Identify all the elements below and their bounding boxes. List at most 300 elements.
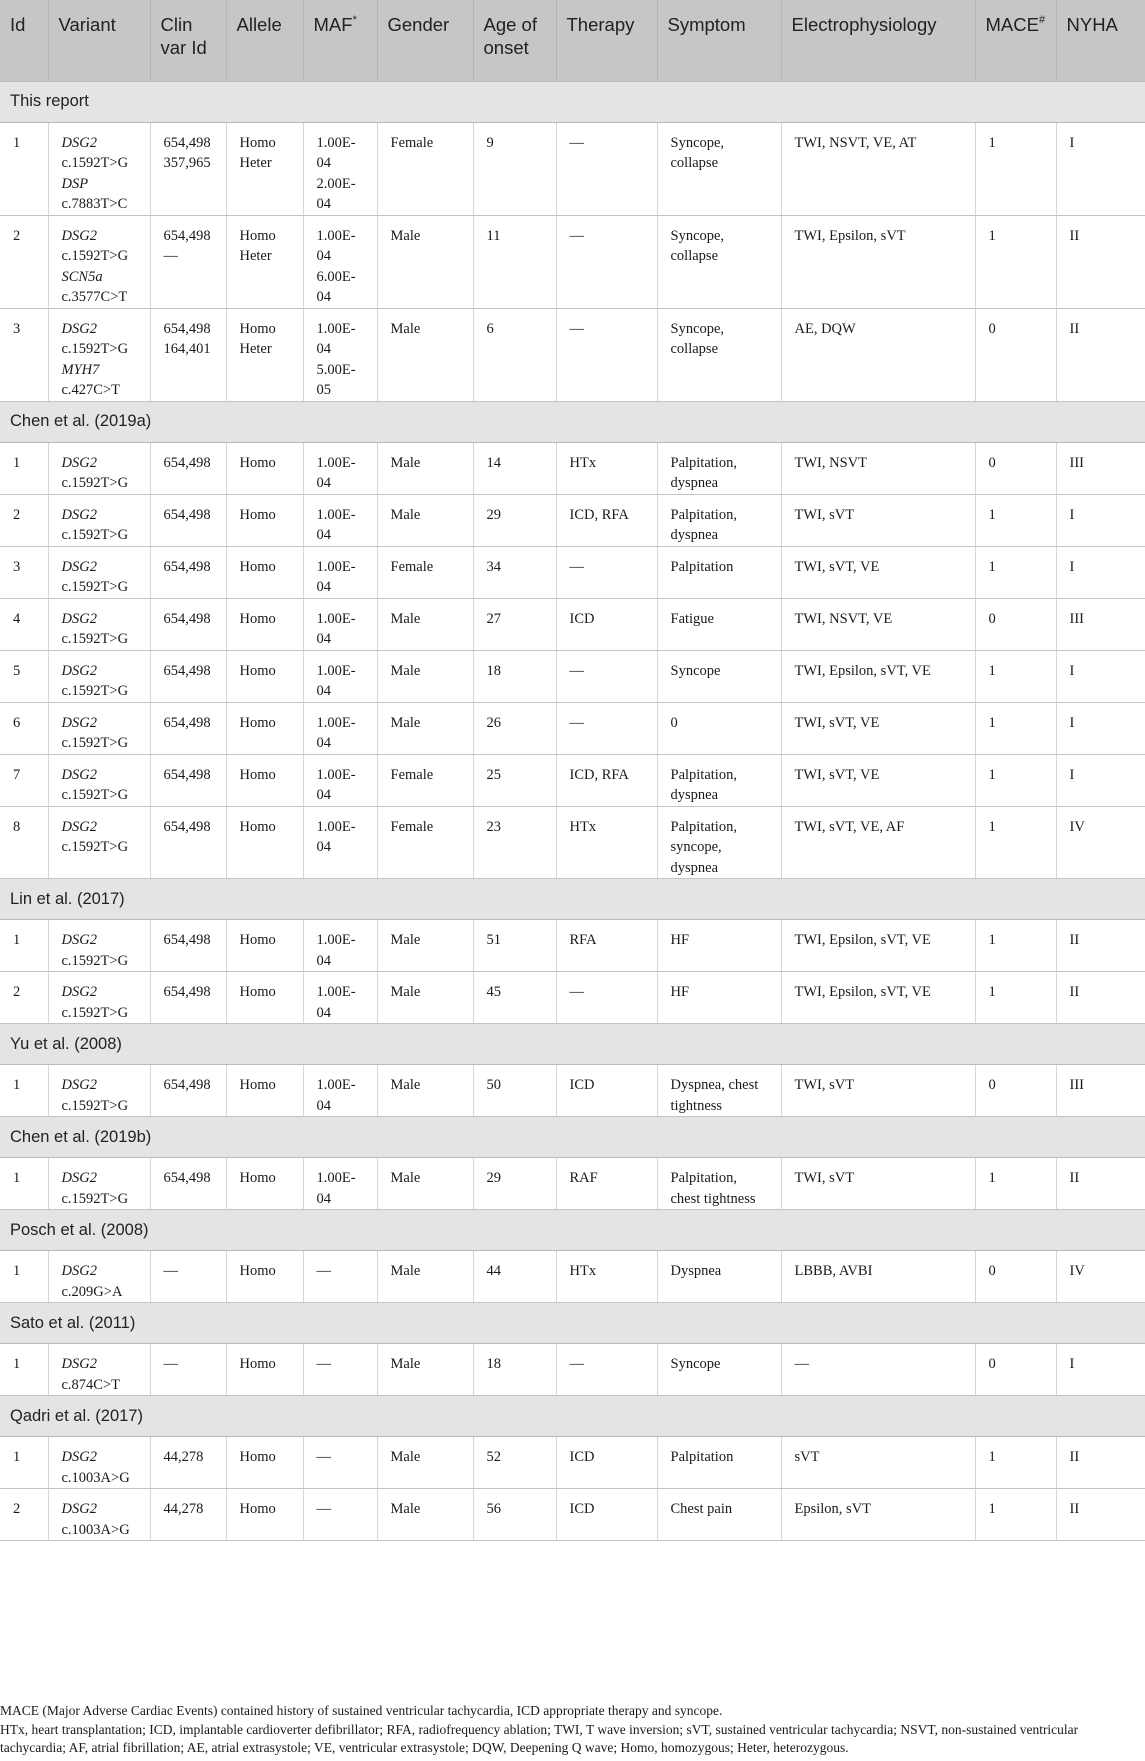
cell-age-of-onset: 26: [473, 702, 556, 754]
column-header-maf: [303, 0, 377, 81]
cell-therapy: ICD: [556, 1065, 657, 1117]
group-row: [0, 1396, 1145, 1437]
cell-maf-line: 2.00E-: [316, 175, 356, 192]
group-title: Posch et al. (2008): [0, 1210, 1145, 1251]
cell-age-of-onset: 6: [473, 308, 556, 401]
variant-change: c.1592T>G: [61, 1097, 129, 1114]
cell-clinvar-id-line: 654,498: [163, 506, 211, 523]
cell-clinvar-id: [150, 1344, 226, 1396]
cell-symptom: [657, 308, 781, 401]
cell-maf-line: 04: [316, 527, 331, 543]
cell-nyha: III: [1056, 598, 1145, 650]
cell-nyha: I: [1056, 702, 1145, 754]
cell-age-of-onset: 29: [473, 494, 556, 546]
cell-id: 2: [0, 972, 48, 1024]
variant-change: c.1592T>G: [61, 475, 129, 491]
cell-maf-line: 04: [316, 475, 331, 491]
footnote-abbreviations: HTx, heart transplantation; ICD, implantable cardioverter defibrillator; RFA, radiofrequency ablation; TWI, T wave inversion; sVT, sustained ventricular tachycardia; NSVT, non-sustained ventricular tachycardia; AF, atrial fibrillation; AE, atrial extrasystole; VE, ventricular extrasystole; DQW, Deepening Q wave; Homo, homozygous; Heter, heterozygous.: [0, 1721, 1079, 1755]
cell-symptom-line: Palpitation: [670, 558, 734, 575]
variant-gene: DSG2: [61, 932, 97, 948]
cell-clinvar-id: [150, 494, 226, 546]
cell-maf: [303, 806, 377, 879]
cell-allele-line: Homo: [239, 320, 276, 337]
cell-maf-line: —: [316, 1356, 331, 1372]
cell-maf: [303, 1489, 377, 1541]
variant-change: c.1592T>G: [61, 1190, 129, 1207]
cell-therapy: RAF: [556, 1158, 657, 1210]
cell-clinvar-id-line: 654,498: [163, 454, 211, 471]
cell-clinvar-id: [150, 1065, 226, 1117]
variant-gene: DSG2: [61, 662, 97, 679]
cell-maf: [303, 308, 377, 401]
cell-clinvar-id: [150, 215, 226, 308]
table-row: [0, 972, 1145, 1024]
variant-change: c.874C>T: [61, 1376, 121, 1393]
cell-allele: [226, 1437, 303, 1489]
cell-maf-line: 1.00E-: [316, 558, 356, 575]
column-header-label: Therapy: [566, 14, 635, 35]
cell-maf-line: —: [316, 1449, 331, 1465]
cell-therapy: RFA: [556, 920, 657, 972]
column-header-electrophysiology: [781, 0, 975, 81]
cell-clinvar-id: [150, 308, 226, 401]
cell-allele: [226, 494, 303, 546]
cell-gender: Male: [377, 598, 473, 650]
cell-maf-line: 04: [316, 196, 331, 212]
variant-change: c.1592T>G: [61, 952, 129, 969]
cell-maf-line: 1.00E-: [316, 1077, 356, 1093]
variant-gene: DSG2: [61, 320, 97, 337]
cell-allele-line: Homo: [239, 1449, 276, 1465]
cell-age-of-onset: 51: [473, 920, 556, 972]
cell-id: 2: [0, 1489, 48, 1541]
cell-symptom-line: collapse: [670, 155, 719, 171]
cell-electrophysiology: TWI, Epsilon, sVT, VE: [781, 972, 975, 1024]
cell-maf-line: 04: [316, 1004, 331, 1021]
cell-maf: [303, 215, 377, 308]
variant-change: c.427C>T: [61, 382, 121, 398]
cell-variant: [48, 702, 150, 754]
table-row: [0, 1065, 1145, 1117]
cell-maf: [303, 920, 377, 972]
cell-maf-line: 04: [316, 1190, 331, 1207]
variant-gene: DSG2: [61, 558, 97, 575]
cell-variant: [48, 1489, 150, 1541]
cell-id: 1: [0, 1344, 48, 1396]
cell-maf-line: 1.00E-: [316, 320, 356, 337]
cell-symptom-line: dyspnea: [670, 859, 719, 876]
cell-id: 6: [0, 702, 48, 754]
column-header-symptom: [657, 0, 781, 81]
cell-maf: [303, 1251, 377, 1303]
cell-clinvar-id: [150, 650, 226, 702]
table-row: [0, 920, 1145, 972]
cell-clinvar-id: [150, 754, 226, 806]
variant-change: c.1592T>G: [61, 579, 129, 595]
cell-maf: [303, 1344, 377, 1396]
column-header-label: Clin var Id: [160, 14, 207, 58]
cell-allele-line: Homo: [239, 1501, 276, 1517]
cell-electrophysiology: Epsilon, sVT: [781, 1489, 975, 1541]
cell-id: 1: [0, 1437, 48, 1489]
cell-electrophysiology: TWI, NSVT: [781, 442, 975, 494]
table-row: [0, 494, 1145, 546]
cell-variant: [48, 598, 150, 650]
cell-maf: [303, 1065, 377, 1117]
cell-mace: 1: [975, 920, 1056, 972]
cell-maf-line: 05: [316, 382, 331, 398]
cell-symptom-line: Palpitation,: [670, 454, 737, 471]
cell-allele: [226, 442, 303, 494]
cell-mace: 1: [975, 806, 1056, 879]
cell-therapy: —: [556, 215, 657, 308]
cell-nyha: I: [1056, 546, 1145, 598]
column-header-therapy: [556, 0, 657, 81]
cell-gender: Male: [377, 1251, 473, 1303]
group-row: [0, 81, 1145, 122]
cell-gender: Male: [377, 442, 473, 494]
cell-age-of-onset: 34: [473, 546, 556, 598]
cell-electrophysiology: TWI, sVT, VE: [781, 754, 975, 806]
cell-symptom-line: Syncope,: [670, 227, 725, 244]
column-header-clinvar-id: [150, 0, 226, 81]
variant-change: c.1592T>G: [61, 155, 129, 171]
cell-symptom: [657, 972, 781, 1024]
cell-gender: Male: [377, 1344, 473, 1396]
table-row: [0, 442, 1145, 494]
variant-change: c.1592T>G: [61, 248, 129, 264]
cell-allele-line: Homo: [239, 227, 276, 244]
cell-variant: [48, 806, 150, 879]
cell-allele: [226, 920, 303, 972]
cell-maf-line: 04: [316, 683, 331, 699]
cell-symptom-line: dyspnea: [670, 787, 719, 803]
cell-age-of-onset: 52: [473, 1437, 556, 1489]
cell-clinvar-id-line: 654,498: [163, 984, 211, 1000]
column-header-label: Id: [10, 14, 26, 35]
cell-allele: [226, 1065, 303, 1117]
cell-gender: Male: [377, 702, 473, 754]
cell-gender: Female: [377, 806, 473, 879]
cell-clinvar-id-line: 164,401: [163, 341, 211, 357]
cell-mace: 0: [975, 442, 1056, 494]
cell-mace: 1: [975, 754, 1056, 806]
group-title: Chen et al. (2019a): [0, 401, 1145, 442]
cell-maf: [303, 1437, 377, 1489]
cell-therapy: —: [556, 308, 657, 401]
cell-allele: [226, 702, 303, 754]
cell-clinvar-id-line: 654,498: [163, 932, 211, 948]
cell-symptom-line: Palpitation,: [670, 506, 737, 523]
cell-maf-line: 1.00E-: [316, 454, 356, 471]
column-header-allele: [226, 0, 303, 81]
variant-change: c.1592T>G: [61, 527, 129, 543]
cell-maf-line: 1.00E-: [316, 818, 356, 835]
variant-change: c.1592T>G: [61, 341, 129, 357]
cell-symptom-line: Palpitation,: [670, 818, 737, 835]
column-header-nyha: [1056, 0, 1145, 81]
cell-electrophysiology: TWI, Epsilon, sVT, VE: [781, 650, 975, 702]
cell-gender: Male: [377, 215, 473, 308]
cell-maf-line: 1.00E-: [316, 932, 356, 948]
cell-age-of-onset: 25: [473, 754, 556, 806]
column-header-age-of-onset: [473, 0, 556, 81]
cell-electrophysiology: TWI, Epsilon, sVT: [781, 215, 975, 308]
cell-symptom-line: tightness: [670, 1097, 723, 1114]
column-header-label: Electrophysiology: [791, 14, 937, 35]
cell-variant: [48, 215, 150, 308]
cell-therapy: HTx: [556, 806, 657, 879]
variant-gene: DSP: [61, 175, 89, 192]
column-header-gender: [377, 0, 473, 81]
cell-maf-line: 1.00E-: [316, 662, 356, 679]
header-row: [0, 0, 1145, 81]
cell-maf-line: —: [316, 1501, 331, 1517]
cell-maf: [303, 702, 377, 754]
variant-gene: MYH7: [61, 361, 100, 378]
cell-symptom-line: Syncope,: [670, 320, 725, 337]
cell-maf: [303, 1158, 377, 1210]
cell-mace: 0: [975, 308, 1056, 401]
table-row: [0, 122, 1145, 215]
cell-mace: 1: [975, 650, 1056, 702]
cell-therapy: ICD: [556, 598, 657, 650]
cell-maf-line: 04: [316, 155, 331, 171]
cell-clinvar-id-line: 654,498: [163, 818, 211, 835]
table-row: [0, 598, 1145, 650]
cell-age-of-onset: 27: [473, 598, 556, 650]
column-header-label: Age of onset: [483, 14, 537, 58]
cell-nyha: II: [1056, 972, 1145, 1024]
cell-nyha: I: [1056, 650, 1145, 702]
variant-gene: DSG2: [61, 1356, 97, 1372]
cell-nyha: I: [1056, 122, 1145, 215]
variant-change: c.1592T>G: [61, 735, 129, 751]
cell-mace: 1: [975, 494, 1056, 546]
cell-mace: 1: [975, 702, 1056, 754]
variant-gene: DSG2: [61, 714, 97, 731]
variant-change: c.1592T>G: [61, 631, 129, 647]
group-row: [0, 401, 1145, 442]
cell-id: 2: [0, 494, 48, 546]
cell-allele: [226, 972, 303, 1024]
cell-age-of-onset: 56: [473, 1489, 556, 1541]
cell-symptom-line: Chest pain: [670, 1501, 733, 1517]
cell-id: 8: [0, 806, 48, 879]
cell-therapy: ICD, RFA: [556, 494, 657, 546]
cell-therapy: ICD: [556, 1489, 657, 1541]
cell-clinvar-id-line: 654,498: [163, 1170, 211, 1186]
cell-mace: 1: [975, 1489, 1056, 1541]
cell-symptom-line: Syncope: [670, 1356, 721, 1372]
cell-mace: 1: [975, 1437, 1056, 1489]
column-header-label: NYHA: [1066, 14, 1118, 35]
cell-nyha: I: [1056, 754, 1145, 806]
cell-symptom-line: Dyspnea, chest: [670, 1077, 759, 1093]
cell-symptom-line: dyspnea: [670, 527, 719, 543]
cell-clinvar-id-line: 654,498: [163, 610, 211, 627]
cell-gender: Female: [377, 754, 473, 806]
cell-electrophysiology: sVT: [781, 1437, 975, 1489]
cell-id: 1: [0, 442, 48, 494]
cell-clinvar-id-line: 654,498: [163, 766, 211, 783]
cell-therapy: —: [556, 546, 657, 598]
variant-gene: DSG2: [61, 134, 97, 151]
cell-age-of-onset: 9: [473, 122, 556, 215]
column-header-label: MACE: [985, 14, 1039, 35]
cell-id: 3: [0, 546, 48, 598]
variant-change: c.3577C>T: [61, 289, 128, 305]
cell-allele-line: Homo: [239, 818, 276, 835]
column-header-label: Allele: [236, 14, 282, 35]
cell-allele: [226, 598, 303, 650]
group-title: Qadri et al. (2017): [0, 1396, 1145, 1437]
cell-mace: 0: [975, 1344, 1056, 1396]
cell-symptom-line: 0: [670, 714, 678, 731]
column-header-sup: #: [1038, 14, 1046, 26]
cell-clinvar-id: [150, 546, 226, 598]
cell-variant: [48, 920, 150, 972]
cell-nyha: III: [1056, 1065, 1145, 1117]
cell-age-of-onset: 23: [473, 806, 556, 879]
cell-allele-line: Homo: [239, 1170, 276, 1186]
cell-maf: [303, 972, 377, 1024]
cell-nyha: IV: [1056, 1251, 1145, 1303]
cell-maf: [303, 122, 377, 215]
cell-nyha: I: [1056, 1344, 1145, 1396]
cell-maf: [303, 598, 377, 650]
cell-allele-line: Homo: [239, 506, 276, 523]
cell-therapy: —: [556, 650, 657, 702]
cell-clinvar-id: [150, 1437, 226, 1489]
cell-gender: Male: [377, 1065, 473, 1117]
cell-allele-line: Homo: [239, 984, 276, 1000]
cell-clinvar-id-line: 654,498: [163, 714, 211, 731]
cell-clinvar-id-line: 44,278: [163, 1449, 204, 1465]
cell-allele-line: Homo: [239, 1263, 276, 1279]
cell-variant: [48, 442, 150, 494]
cell-clinvar-id: [150, 806, 226, 879]
cell-symptom: [657, 546, 781, 598]
cell-allele-line: Homo: [239, 134, 276, 151]
cell-electrophysiology: AE, DQW: [781, 308, 975, 401]
cell-id: 1: [0, 1251, 48, 1303]
cell-therapy: ICD, RFA: [556, 754, 657, 806]
cell-maf-line: 04: [316, 341, 331, 357]
cell-symptom: [657, 122, 781, 215]
column-header-variant: [48, 0, 150, 81]
variant-gene: DSG2: [61, 454, 97, 471]
cell-allele-line: Homo: [239, 932, 276, 948]
cell-therapy: ICD: [556, 1437, 657, 1489]
cell-nyha: II: [1056, 308, 1145, 401]
cell-variant: [48, 494, 150, 546]
variant-change: c.209G>A: [61, 1283, 123, 1300]
cell-symptom: [657, 215, 781, 308]
cell-age-of-onset: 50: [473, 1065, 556, 1117]
cell-allele-line: Heter: [239, 248, 272, 264]
cell-clinvar-id-line: —: [163, 248, 178, 264]
cell-symptom: [657, 598, 781, 650]
cell-allele-line: Homo: [239, 1077, 276, 1093]
cell-allele-line: Homo: [239, 454, 276, 471]
cell-nyha: IV: [1056, 806, 1145, 879]
cell-gender: Male: [377, 920, 473, 972]
variant-gene: SCN5a: [61, 268, 103, 285]
cell-therapy: —: [556, 972, 657, 1024]
cell-clinvar-id: [150, 920, 226, 972]
group-row: [0, 1117, 1145, 1158]
cell-id: 5: [0, 650, 48, 702]
cell-symptom: [657, 702, 781, 754]
cell-nyha: II: [1056, 215, 1145, 308]
cell-mace: 0: [975, 1065, 1056, 1117]
cell-symptom-line: dyspnea: [670, 475, 719, 491]
footnote-mace: MACE (Major Adverse Cardiac Events) contained history of sustained ventricular tachycardia, ICD appropriate therapy and syncope.: [0, 1703, 723, 1718]
cell-variant: [48, 1158, 150, 1210]
cell-maf-line: 5.00E-: [316, 361, 356, 378]
cell-maf-line: 1.00E-: [316, 610, 356, 627]
cell-symptom-line: HF: [670, 932, 690, 948]
cell-nyha: I: [1056, 494, 1145, 546]
cell-clinvar-id-line: 357,965: [163, 155, 211, 171]
cell-clinvar-id-line: 654,498: [163, 662, 211, 679]
variant-gene: DSG2: [61, 1170, 97, 1186]
cell-id: 4: [0, 598, 48, 650]
cell-allele: [226, 1158, 303, 1210]
cell-allele: [226, 546, 303, 598]
group-row: [0, 879, 1145, 920]
column-header-mace: [975, 0, 1056, 81]
cell-electrophysiology: TWI, NSVT, VE: [781, 598, 975, 650]
cell-allele-line: Homo: [239, 714, 276, 731]
cell-variant: [48, 972, 150, 1024]
cell-electrophysiology: TWI, Epsilon, sVT, VE: [781, 920, 975, 972]
cell-clinvar-id: [150, 972, 226, 1024]
group-row: [0, 1303, 1145, 1344]
group-row: [0, 1210, 1145, 1251]
cell-age-of-onset: 18: [473, 1344, 556, 1396]
cell-symptom-line: chest tightness: [670, 1190, 756, 1207]
cell-allele: [226, 215, 303, 308]
variant-gene: DSG2: [61, 1077, 97, 1093]
cell-variant: [48, 1251, 150, 1303]
cell-therapy: —: [556, 702, 657, 754]
cell-variant: [48, 1065, 150, 1117]
cell-allele: [226, 308, 303, 401]
cell-maf-line: 6.00E-: [316, 268, 356, 285]
cell-allele: [226, 806, 303, 879]
variant-gene: DSG2: [61, 1263, 97, 1279]
cell-clinvar-id-line: 654,498: [163, 558, 211, 575]
column-header-label: Variant: [58, 14, 116, 35]
table-row: [0, 308, 1145, 401]
cell-allele-line: Homo: [239, 766, 276, 783]
cell-electrophysiology: TWI, sVT: [781, 1065, 975, 1117]
cell-variant: [48, 1437, 150, 1489]
cell-electrophysiology: TWI, sVT, VE: [781, 546, 975, 598]
cell-maf-line: 1.00E-: [316, 227, 356, 244]
cell-allele: [226, 754, 303, 806]
cell-maf: [303, 650, 377, 702]
cell-variant: [48, 754, 150, 806]
cell-id: 7: [0, 754, 48, 806]
cell-nyha: II: [1056, 1489, 1145, 1541]
cell-gender: Female: [377, 122, 473, 215]
table-footnote: [0, 1702, 1145, 1758]
table-row: [0, 215, 1145, 308]
variant-change: c.1592T>G: [61, 839, 129, 855]
